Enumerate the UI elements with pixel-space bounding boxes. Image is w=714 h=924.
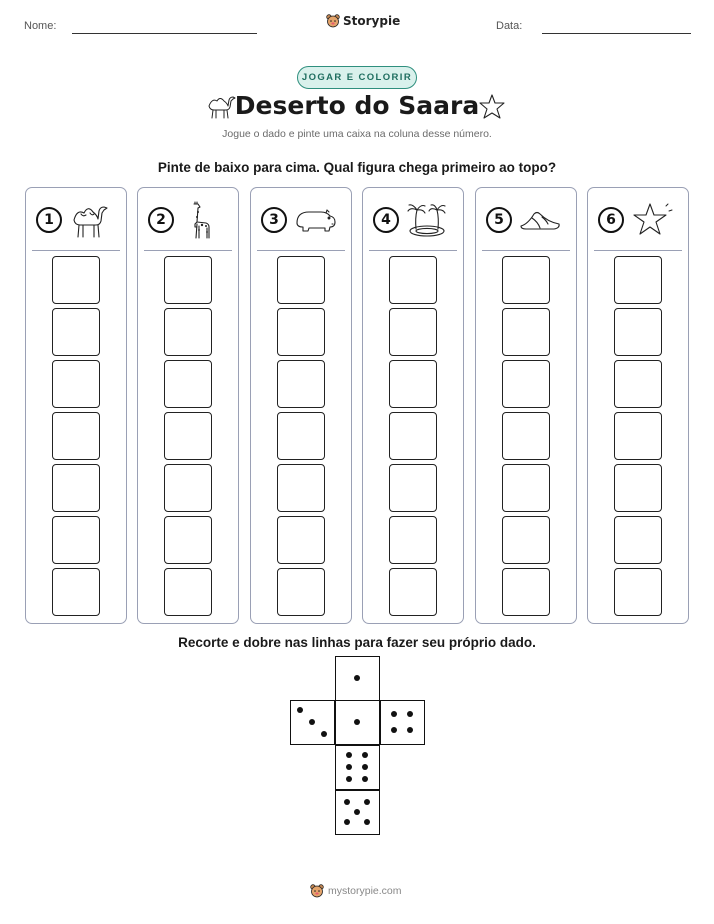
column-6	[587, 187, 689, 624]
color-box[interactable]	[164, 464, 212, 512]
date-label: Data:	[496, 20, 523, 32]
die-pip	[362, 752, 368, 758]
name-label: Nome:	[24, 20, 57, 32]
page-subtitle: Jogue o dado e pinte uma caixa na coluna desse número.	[222, 128, 492, 140]
column-divider	[369, 250, 457, 251]
color-box[interactable]	[389, 360, 437, 408]
color-box[interactable]	[614, 464, 662, 512]
name-line[interactable]	[72, 33, 257, 34]
color-box[interactable]	[389, 568, 437, 616]
color-box[interactable]	[52, 516, 100, 564]
column-divider	[594, 250, 682, 251]
color-box[interactable]	[614, 516, 662, 564]
color-box[interactable]	[277, 360, 325, 408]
column-number: 2	[148, 207, 174, 233]
sand-dune-icon	[518, 200, 562, 245]
camel-icon	[68, 200, 112, 245]
color-box[interactable]	[164, 360, 212, 408]
star-icon	[478, 93, 506, 121]
column-divider	[482, 250, 570, 251]
die-pip	[346, 764, 352, 770]
die-pip	[364, 799, 370, 805]
column-header	[138, 188, 238, 250]
bear-mascot-icon	[326, 14, 340, 28]
color-box[interactable]	[389, 412, 437, 460]
color-box[interactable]	[164, 308, 212, 356]
column-header	[476, 188, 576, 250]
column-number: 6	[598, 207, 624, 233]
color-box[interactable]	[614, 360, 662, 408]
die-pip	[354, 809, 360, 815]
column-5	[475, 187, 577, 624]
color-box[interactable]	[52, 360, 100, 408]
color-box[interactable]	[614, 568, 662, 616]
color-box[interactable]	[277, 256, 325, 304]
activity-badge: JOGAR E COLORIR	[297, 66, 417, 89]
die-pip	[362, 764, 368, 770]
die-pip	[407, 711, 413, 717]
color-box[interactable]	[389, 516, 437, 564]
die-face-1	[335, 656, 380, 701]
die-pip	[344, 819, 350, 825]
page-title: Deserto do Saara	[234, 91, 480, 120]
color-box[interactable]	[164, 568, 212, 616]
die-pip	[407, 727, 413, 733]
column-number: 4	[373, 207, 399, 233]
column-header	[363, 188, 463, 250]
die-pip	[364, 819, 370, 825]
color-box[interactable]	[502, 516, 550, 564]
color-box[interactable]	[164, 516, 212, 564]
column-number: 3	[261, 207, 287, 233]
die-pip	[321, 731, 327, 737]
color-box[interactable]	[389, 464, 437, 512]
hippo-icon	[293, 200, 337, 245]
die-pip	[344, 799, 350, 805]
brand-logo	[326, 14, 400, 28]
color-box[interactable]	[52, 256, 100, 304]
star-icon	[630, 200, 674, 245]
die-face-6	[335, 745, 380, 790]
column-number: 5	[486, 207, 512, 233]
die-pip	[297, 707, 303, 713]
column-header	[26, 188, 126, 250]
instruction-bottom: Recorte e dobre nas linhas para fazer seu próprio dado.	[178, 635, 536, 650]
date-line[interactable]	[542, 33, 691, 34]
die-face-1	[335, 700, 380, 745]
die-face-4	[380, 700, 425, 745]
color-box[interactable]	[502, 464, 550, 512]
die-pip	[354, 675, 360, 681]
color-box[interactable]	[389, 308, 437, 356]
column-1	[25, 187, 127, 624]
color-box[interactable]	[389, 256, 437, 304]
color-box[interactable]	[502, 256, 550, 304]
color-box[interactable]	[614, 256, 662, 304]
color-box[interactable]	[502, 360, 550, 408]
column-2	[137, 187, 239, 624]
oasis-icon	[405, 200, 449, 245]
die-pip	[346, 752, 352, 758]
color-box[interactable]	[164, 256, 212, 304]
color-box[interactable]	[614, 308, 662, 356]
color-box[interactable]	[614, 412, 662, 460]
color-box[interactable]	[52, 568, 100, 616]
color-box[interactable]	[164, 412, 212, 460]
column-header	[588, 188, 688, 250]
footer	[310, 884, 402, 898]
color-box[interactable]	[502, 308, 550, 356]
column-divider	[32, 250, 120, 251]
footer-url: mystorypie.com	[328, 885, 402, 897]
column-divider	[257, 250, 345, 251]
die-pip	[391, 711, 397, 717]
giraffe-icon	[180, 200, 224, 245]
bear-mascot-icon	[310, 884, 324, 898]
die-pip	[391, 727, 397, 733]
die-pip	[346, 776, 352, 782]
column-divider	[144, 250, 232, 251]
column-number: 1	[36, 207, 62, 233]
color-box[interactable]	[277, 412, 325, 460]
color-box[interactable]	[277, 516, 325, 564]
column-4	[362, 187, 464, 624]
die-face-5	[335, 790, 380, 835]
color-box[interactable]	[52, 412, 100, 460]
brand-name: Storypie	[343, 14, 401, 28]
color-box[interactable]	[52, 464, 100, 512]
color-box[interactable]	[277, 308, 325, 356]
die-pip	[354, 719, 360, 725]
color-box[interactable]	[277, 568, 325, 616]
instruction-top: Pinte de baixo para cima. Qual figura chega primeiro ao topo?	[157, 160, 557, 175]
column-3	[250, 187, 352, 624]
color-box[interactable]	[502, 568, 550, 616]
die-face-3	[290, 700, 335, 745]
color-box[interactable]	[502, 412, 550, 460]
die-pip	[362, 776, 368, 782]
color-box[interactable]	[277, 464, 325, 512]
die-pip	[309, 719, 315, 725]
color-box[interactable]	[52, 308, 100, 356]
column-header	[251, 188, 351, 250]
